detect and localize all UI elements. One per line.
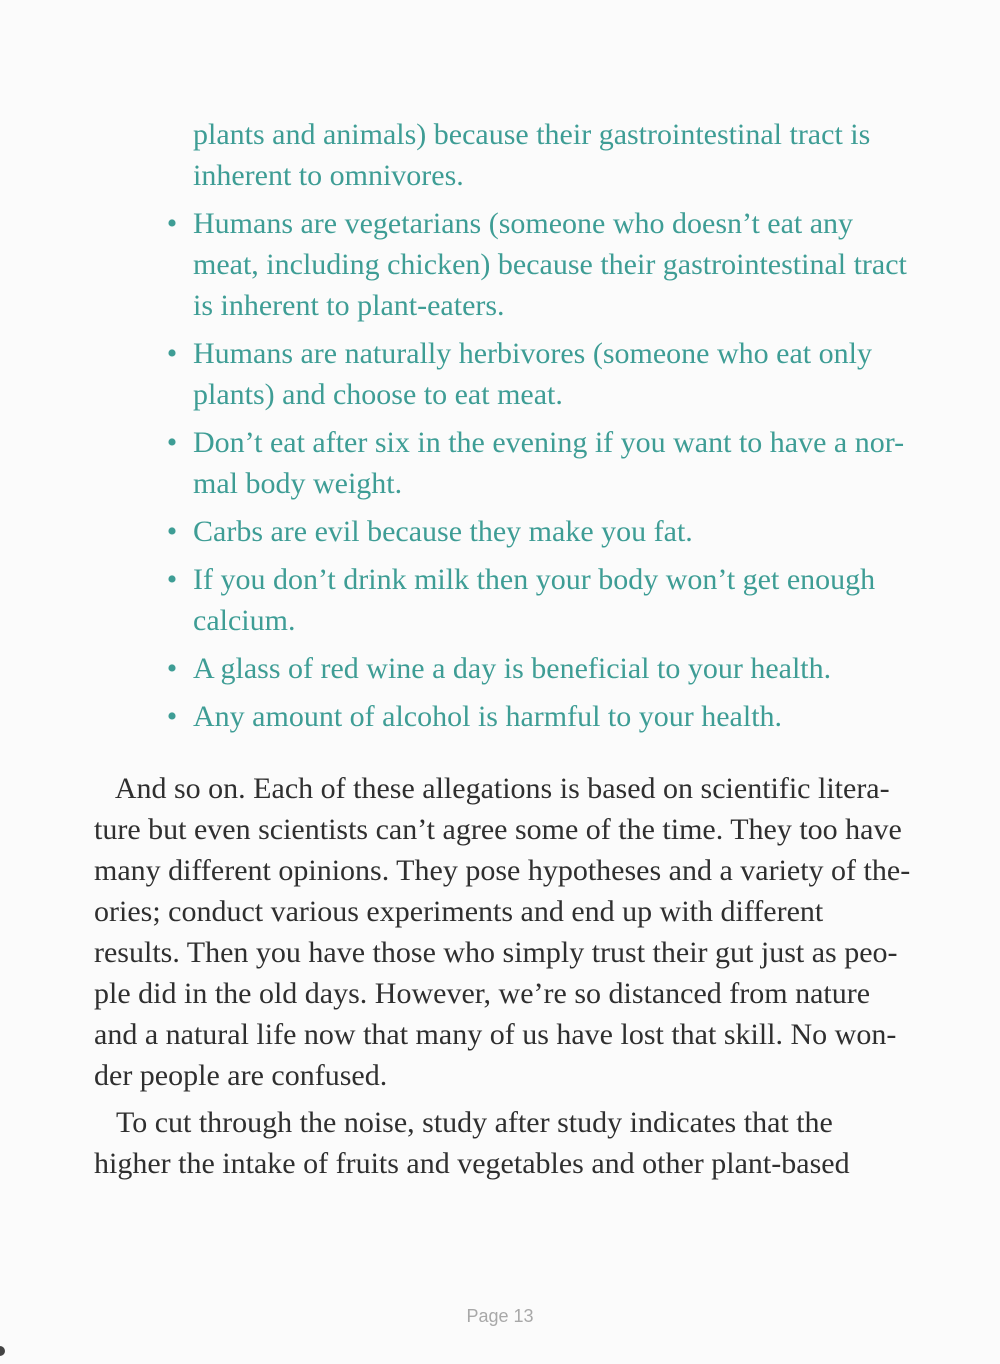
bullet-line: calcium. <box>193 604 296 637</box>
bullet-item <box>166 511 933 552</box>
bullet-item <box>166 696 933 737</box>
body-text <box>94 768 924 1190</box>
bullet-list <box>166 114 933 744</box>
bullet-line: is inherent to plant-eaters. <box>193 289 505 322</box>
paragraph-line: To cut through the noise, study after study indicates that the <box>94 1106 833 1139</box>
bullet-line: Humans are vegetarians (someone who doesn’t eat any <box>193 207 854 240</box>
bullet-line: Don’t eat after six in the evening if you want to have a nor- <box>193 426 905 459</box>
bullet-line: Humans are naturally herbivores (someone who eat only <box>193 337 872 370</box>
paragraph-line: and a natural life now that many of us have lost that skill. No won- <box>94 1018 897 1051</box>
bullet-dot-icon: • <box>166 337 178 370</box>
bullet-item <box>166 203 933 326</box>
bullet-dot-icon: • <box>166 515 178 548</box>
paragraph <box>94 768 924 1096</box>
bullet-line: mal body weight. <box>193 467 403 500</box>
bullet-line: plants) and choose to eat meat. <box>193 378 563 411</box>
corner-dot <box>0 1346 5 1356</box>
bullet-line: Any amount of alcohol is harmful to your health. <box>193 700 783 733</box>
bullet-item <box>166 333 933 415</box>
bullet-line: Carbs are evil because they make you fat. <box>193 515 693 548</box>
paragraph-line: many different opinions. They pose hypotheses and a variety of the- <box>94 854 911 887</box>
paragraph-line: ories; conduct various experiments and end up with different <box>94 895 824 928</box>
paragraph-line: And so on. Each of these allegations is based on scientific litera- <box>94 772 890 805</box>
bullet-dot-icon: • <box>166 563 178 596</box>
paragraph-line: ple did in the old days. However, we’re so distanced from nature <box>94 977 871 1010</box>
bullet-dot-icon: • <box>166 207 178 240</box>
bullet-line: inherent to omnivores. <box>193 159 464 192</box>
paragraph-line: ture but even scientists can’t agree some of the time. They too have <box>94 813 902 846</box>
paragraph <box>94 1102 924 1184</box>
bullet-line: plants and animals) because their gastrointestinal tract is <box>193 118 871 151</box>
bullet-item <box>166 422 933 504</box>
bullet-item <box>166 648 933 689</box>
bullet-dot-icon: • <box>166 652 178 685</box>
paragraph-line: higher the intake of fruits and vegetables and other plant-based <box>94 1147 850 1180</box>
bullet-item <box>166 559 933 641</box>
bullet-dot-icon: • <box>166 426 178 459</box>
bullet-line: meat, including chicken) because their gastrointestinal tract <box>193 248 907 281</box>
page-number: Page 13 <box>466 1306 534 1326</box>
bullet-line: A glass of red wine a day is beneficial to your health. <box>193 652 832 685</box>
paragraph-line: results. Then you have those who simply trust their gut just as peo- <box>94 936 898 969</box>
paragraph-line: der people are confused. <box>94 1059 388 1092</box>
bullet-item <box>193 114 933 196</box>
bullet-dot-icon: • <box>166 700 178 733</box>
bullet-line: If you don’t drink milk then your body won’t get enough <box>193 563 876 596</box>
